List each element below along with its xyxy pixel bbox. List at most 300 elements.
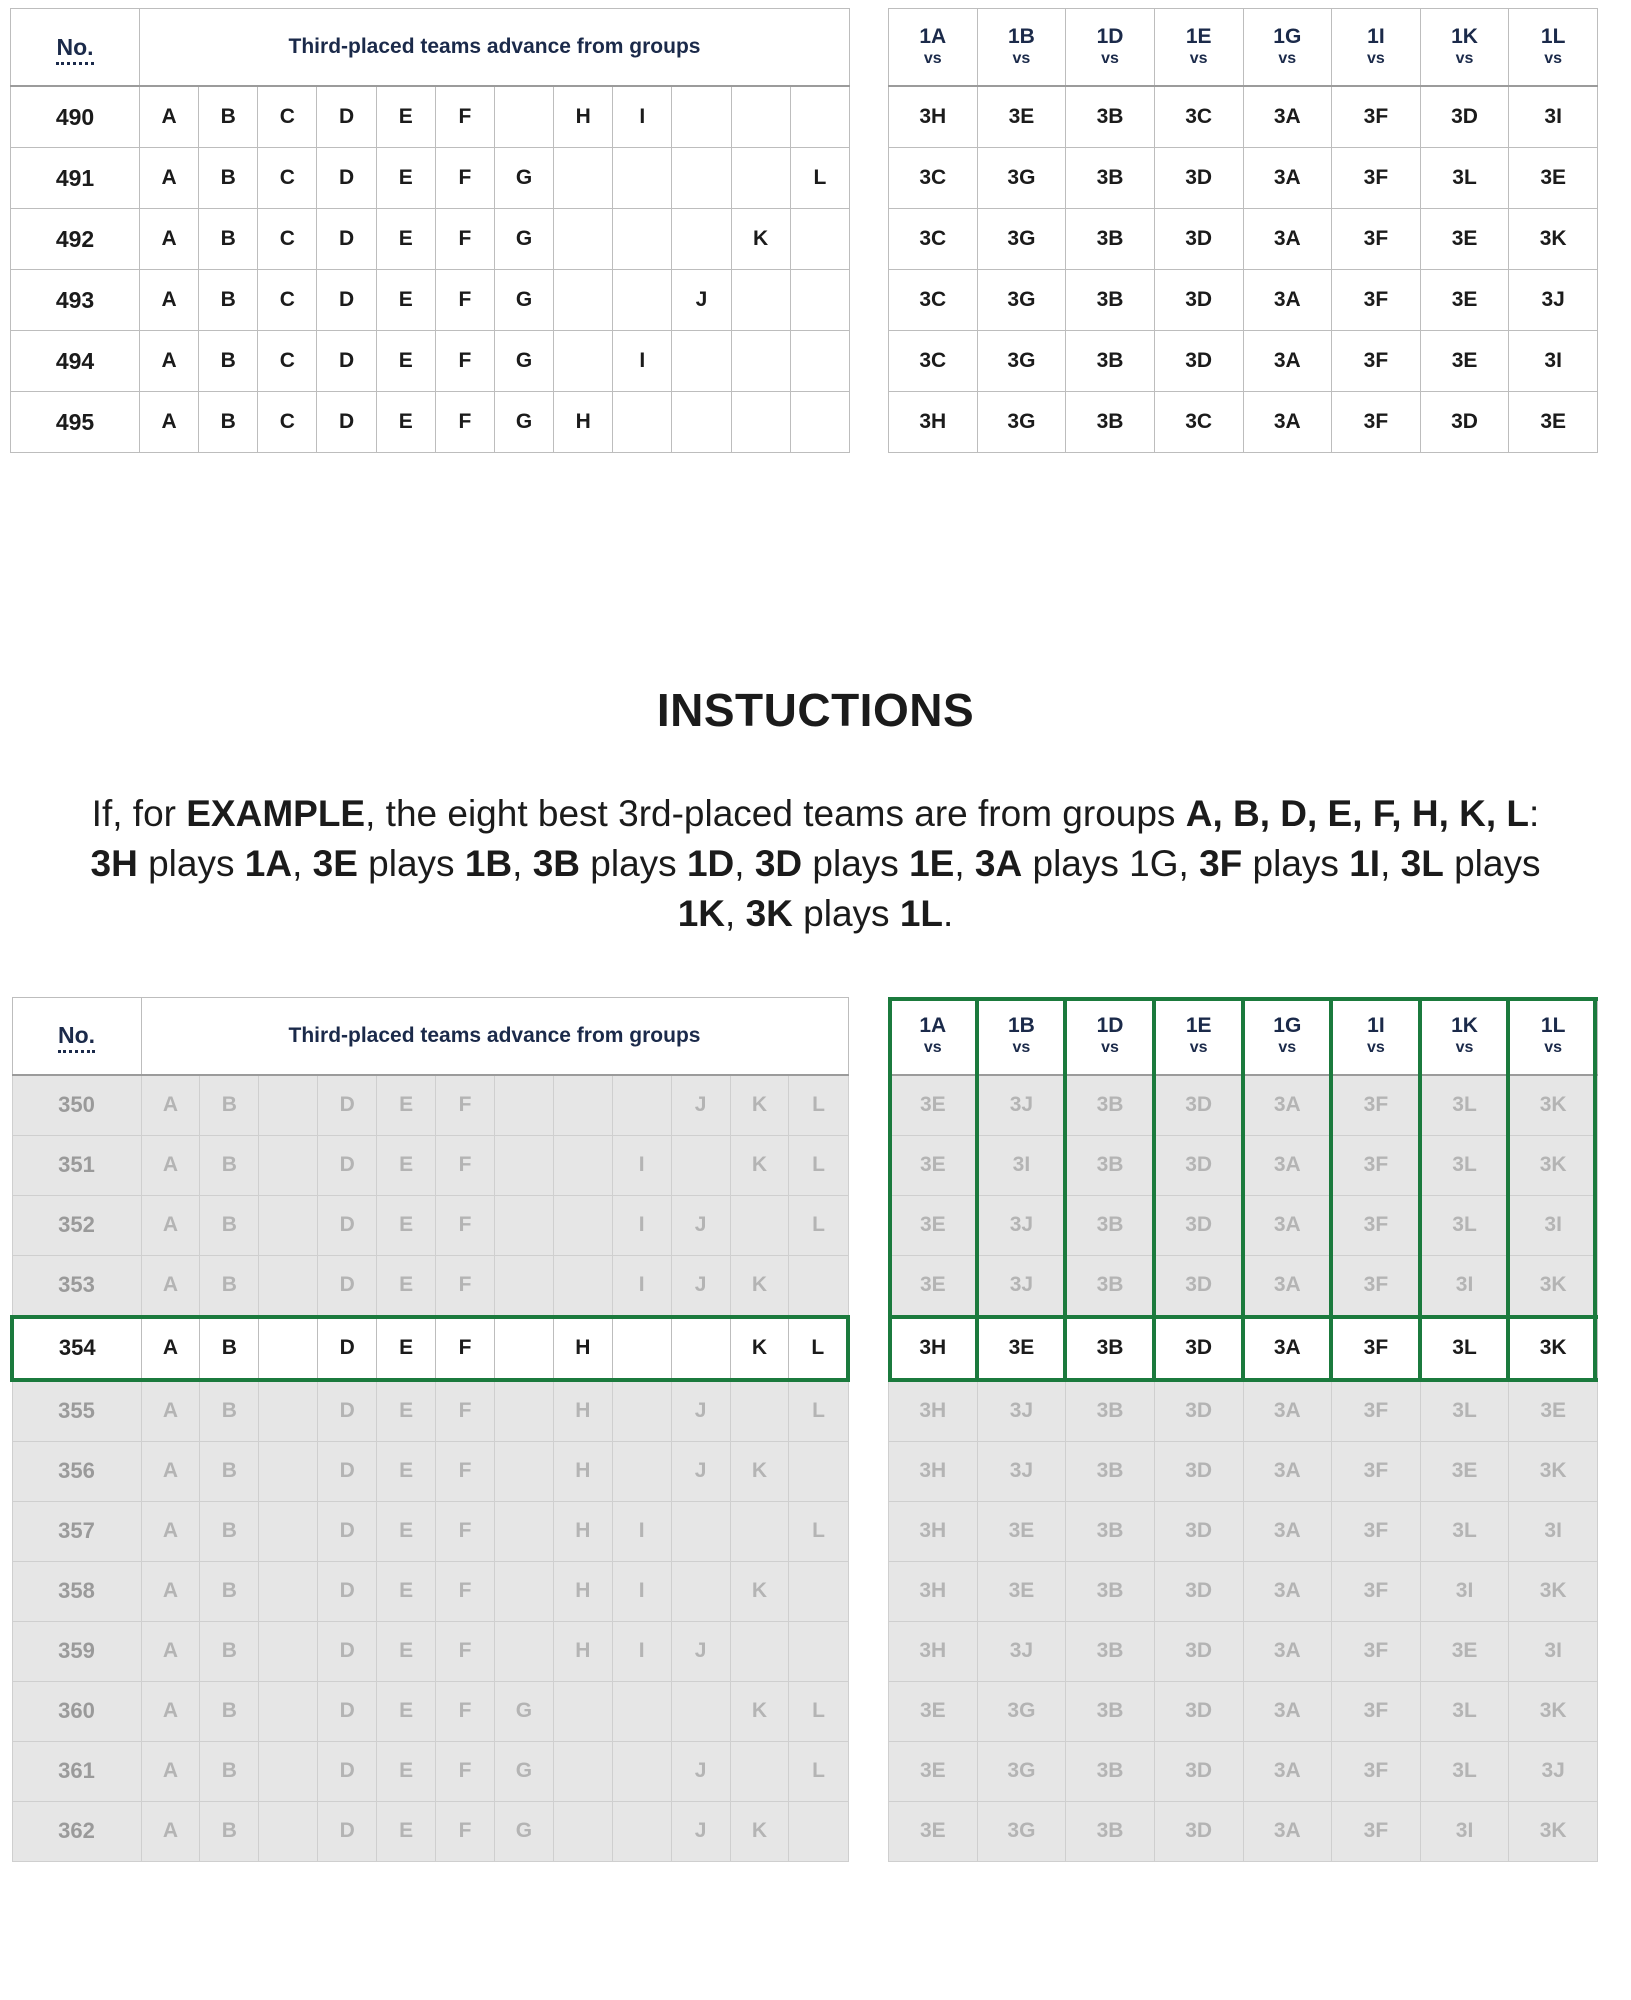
matchup-cell: 3C xyxy=(889,148,978,209)
group-cell: B xyxy=(200,1501,259,1561)
group-cell xyxy=(494,1441,553,1501)
instruction-verb: plays xyxy=(1242,842,1350,884)
matchup-cell: 3B xyxy=(1066,1317,1155,1380)
group-cell: E xyxy=(376,331,435,392)
matchup-cell: 3L xyxy=(1420,1135,1509,1195)
table-row[interactable] xyxy=(889,209,1598,270)
group-cell: J xyxy=(672,270,731,331)
matchup-seed-label: 1E xyxy=(1185,25,1212,49)
table-header-row xyxy=(889,9,1598,87)
group-cell xyxy=(790,209,849,270)
matchup-cell: 3D xyxy=(1154,209,1243,270)
matchup-cell: 3A xyxy=(1243,86,1332,148)
bottom-groups-table-wrapper xyxy=(10,997,850,1862)
matchup-cell: 3F xyxy=(1332,1621,1421,1681)
table-row[interactable] xyxy=(889,148,1598,209)
matchup-cell: 3E xyxy=(889,1195,978,1255)
group-cell: F xyxy=(435,392,494,453)
matchup-cell: 3E xyxy=(889,1801,978,1861)
group-cell xyxy=(553,1195,612,1255)
group-cell xyxy=(672,148,731,209)
group-cell: A xyxy=(141,1380,200,1442)
group-cell xyxy=(672,331,731,392)
table-row[interactable] xyxy=(12,1195,848,1255)
table-row[interactable] xyxy=(11,148,850,209)
group-cell xyxy=(789,1255,848,1317)
matchup-cell: 3E xyxy=(1509,1380,1598,1442)
matchup-cell: 3J xyxy=(977,1621,1066,1681)
group-cell xyxy=(494,1255,553,1317)
row-number-cell: 490 xyxy=(11,86,140,148)
group-cell: E xyxy=(377,1317,436,1380)
group-cell: A xyxy=(140,331,199,392)
instruction-verb: plays xyxy=(357,842,465,884)
group-cell: K xyxy=(730,1681,789,1741)
group-cell xyxy=(553,1681,612,1741)
matchup-cell: 3D xyxy=(1154,1681,1243,1741)
table-row[interactable] xyxy=(11,86,850,148)
group-cell: E xyxy=(377,1380,436,1442)
table-row[interactable] xyxy=(889,1501,1598,1561)
group-cell xyxy=(259,1317,318,1380)
group-cell: F xyxy=(436,1255,495,1317)
table-row[interactable] xyxy=(12,1441,848,1501)
group-cell xyxy=(730,1621,789,1681)
group-cell: H xyxy=(553,1621,612,1681)
group-cell: B xyxy=(200,1681,259,1741)
table-row[interactable] xyxy=(889,1317,1598,1380)
instruction-group-winner-1K: 1K xyxy=(677,892,726,934)
instruction-third-place-3L: 3L xyxy=(1400,842,1444,884)
group-cell: D xyxy=(318,1317,377,1380)
group-cell xyxy=(554,148,613,209)
group-cell: E xyxy=(377,1741,436,1801)
table-row[interactable] xyxy=(889,1741,1598,1801)
matchup-cell: 3D xyxy=(1154,148,1243,209)
group-cell: E xyxy=(376,209,435,270)
group-cell: H xyxy=(553,1561,612,1621)
group-cell: G xyxy=(494,148,553,209)
group-cell: D xyxy=(318,1075,377,1136)
group-cell: D xyxy=(318,1681,377,1741)
group-cell: G xyxy=(494,331,553,392)
group-cell: B xyxy=(200,1741,259,1801)
matchup-cell: 3L xyxy=(1420,1380,1509,1442)
matchup-cell: 3F xyxy=(1332,1135,1421,1195)
group-cell xyxy=(612,1317,671,1380)
table-row[interactable] xyxy=(889,86,1598,148)
matchup-cell: 3D xyxy=(1154,270,1243,331)
matchup-cell: 3A xyxy=(1243,1441,1332,1501)
row-number-cell: 350 xyxy=(12,1075,141,1136)
group-cell xyxy=(553,1075,612,1136)
column-header-advance: Third-placed teams advance from groups xyxy=(140,9,850,87)
matchup-vs-label: vs xyxy=(1189,1038,1208,1056)
table-row[interactable] xyxy=(889,1441,1598,1501)
matchup-cell: 3I xyxy=(1420,1255,1509,1317)
top-table-block xyxy=(0,0,1631,453)
bottom-matchups-table-wrapper xyxy=(888,997,1598,1862)
instructions-groups-list: A, B, D, E, F, H, K, L xyxy=(1185,793,1530,834)
table-row[interactable] xyxy=(889,1681,1598,1741)
matchup-vs-label: vs xyxy=(1012,1038,1031,1056)
group-cell: A xyxy=(141,1561,200,1621)
group-cell: E xyxy=(377,1501,436,1561)
group-cell: A xyxy=(141,1317,200,1380)
group-cell: G xyxy=(494,1801,553,1861)
matchup-cell: 3J xyxy=(977,1441,1066,1501)
group-cell: F xyxy=(436,1075,495,1136)
matchup-cell: 3B xyxy=(1066,148,1155,209)
instructions-text-1: If, for xyxy=(91,793,187,834)
group-cell: F xyxy=(435,331,494,392)
group-cell xyxy=(494,1621,553,1681)
group-cell xyxy=(259,1380,318,1442)
group-cell xyxy=(613,209,672,270)
group-cell: D xyxy=(317,392,376,453)
row-number-cell: 355 xyxy=(12,1380,141,1442)
matchup-cell: 3E xyxy=(889,1681,978,1741)
group-cell: L xyxy=(789,1195,848,1255)
group-cell xyxy=(553,1135,612,1195)
group-cell: F xyxy=(435,270,494,331)
table-row[interactable] xyxy=(889,1380,1598,1442)
row-number-cell: 358 xyxy=(12,1561,141,1621)
group-cell: G xyxy=(494,209,553,270)
table-row[interactable] xyxy=(11,270,850,331)
matchup-cell: 3K xyxy=(1509,1317,1598,1380)
table-row[interactable] xyxy=(12,1135,848,1195)
group-cell xyxy=(730,1195,789,1255)
column-header-matchup-1I xyxy=(1332,997,1421,1075)
group-cell xyxy=(553,1741,612,1801)
matchup-vs-label: vs xyxy=(1367,1038,1385,1056)
group-cell: G xyxy=(494,1681,553,1741)
matchup-cell: 3H xyxy=(889,1501,978,1561)
group-cell xyxy=(259,1075,318,1136)
group-cell: J xyxy=(671,1621,730,1681)
group-cell xyxy=(259,1621,318,1681)
matchup-cell: 3I xyxy=(1420,1561,1509,1621)
matchup-cell: 3D xyxy=(1154,1561,1243,1621)
group-cell: K xyxy=(730,1075,789,1136)
group-cell: K xyxy=(730,1135,789,1195)
matchup-cell: 3F xyxy=(1332,1380,1421,1442)
row-number-cell: 491 xyxy=(11,148,140,209)
group-cell xyxy=(671,1501,730,1561)
row-number-cell: 351 xyxy=(12,1135,141,1195)
group-cell xyxy=(554,270,613,331)
group-cell: H xyxy=(553,1380,612,1442)
matchup-seed-label: 1A xyxy=(919,25,947,49)
table-row[interactable] xyxy=(11,392,850,453)
table-row[interactable] xyxy=(11,209,850,270)
matchup-cell: 3E xyxy=(977,1317,1066,1380)
matchup-cell: 3J xyxy=(977,1195,1066,1255)
instruction-verb: plays xyxy=(1022,842,1130,884)
matchup-cell: 3G xyxy=(977,270,1066,331)
matchup-cell: 3E xyxy=(977,1561,1066,1621)
table-row[interactable] xyxy=(12,1380,848,1442)
matchup-cell: 3H xyxy=(889,1561,978,1621)
matchup-cell: 3I xyxy=(1420,1801,1509,1861)
group-cell: J xyxy=(671,1075,730,1136)
table-header-row xyxy=(889,997,1598,1075)
matchup-cell: 3A xyxy=(1243,209,1332,270)
matchup-seed-label: 1B xyxy=(1008,25,1035,49)
matchup-cell: 3A xyxy=(1243,1075,1332,1136)
instruction-third-place-3B: 3B xyxy=(532,842,581,884)
row-number-cell: 356 xyxy=(12,1441,141,1501)
column-header-matchup-1K xyxy=(1420,997,1509,1075)
matchup-seed-label: 1I xyxy=(1367,25,1385,49)
column-header-matchup-1L xyxy=(1509,9,1598,87)
group-cell: I xyxy=(612,1621,671,1681)
group-cell: A xyxy=(141,1621,200,1681)
table-row[interactable] xyxy=(889,1621,1598,1681)
group-cell xyxy=(494,1380,553,1442)
group-cell: F xyxy=(436,1441,495,1501)
group-cell: D xyxy=(317,148,376,209)
matchup-seed-label: 1G xyxy=(1273,1013,1302,1037)
matchup-cell: 3D xyxy=(1154,331,1243,392)
matchup-cell: 3G xyxy=(977,1681,1066,1741)
matchup-cell: 3H xyxy=(889,1441,978,1501)
group-cell xyxy=(259,1195,318,1255)
group-cell xyxy=(671,1681,730,1741)
group-cell xyxy=(612,1075,671,1136)
group-cell: C xyxy=(258,86,317,148)
matchup-cell: 3E xyxy=(1420,1621,1509,1681)
matchup-seed-label: 1B xyxy=(1008,1013,1035,1037)
group-cell xyxy=(790,331,849,392)
matchup-cell: 3F xyxy=(1332,209,1421,270)
table-row[interactable] xyxy=(889,1195,1598,1255)
group-cell: E xyxy=(377,1801,436,1861)
table-row[interactable] xyxy=(12,1075,848,1136)
group-cell: L xyxy=(789,1380,848,1442)
table-row[interactable] xyxy=(12,1317,848,1380)
table-header-row xyxy=(12,997,848,1075)
row-number-cell: 494 xyxy=(11,331,140,392)
group-cell: L xyxy=(789,1317,848,1380)
matchup-cell: 3B xyxy=(1066,1621,1155,1681)
table-row[interactable] xyxy=(889,1135,1598,1195)
matchup-vs-label: vs xyxy=(1278,1038,1297,1056)
group-cell: K xyxy=(730,1255,789,1317)
group-cell: C xyxy=(258,392,317,453)
group-cell xyxy=(789,1621,848,1681)
matchup-seed-label: 1D xyxy=(1096,25,1124,49)
bottom-matchups-table-body xyxy=(889,1075,1598,1862)
group-cell: K xyxy=(730,1317,789,1380)
matchup-cell: 3J xyxy=(1509,1741,1598,1801)
matchup-cell: 3B xyxy=(1066,1135,1155,1195)
matchup-cell: 3D xyxy=(1154,1741,1243,1801)
matchup-cell: 3A xyxy=(1243,331,1332,392)
row-number-cell: 492 xyxy=(11,209,140,270)
instruction-separator: , xyxy=(954,842,975,884)
table-row[interactable] xyxy=(889,1255,1598,1317)
table-row[interactable] xyxy=(889,270,1598,331)
matchup-vs-label: vs xyxy=(1278,49,1297,67)
group-cell xyxy=(789,1801,848,1861)
group-cell xyxy=(494,1501,553,1561)
matchup-cell: 3B xyxy=(1066,86,1155,148)
column-header-matchup-1G xyxy=(1243,997,1332,1075)
matchup-cell: 3B xyxy=(1066,1255,1155,1317)
top-groups-table-wrapper xyxy=(10,8,850,453)
group-cell: D xyxy=(318,1255,377,1317)
group-cell: F xyxy=(436,1380,495,1442)
row-number-cell: 352 xyxy=(12,1195,141,1255)
group-cell: A xyxy=(141,1255,200,1317)
group-cell: E xyxy=(377,1681,436,1741)
group-cell: H xyxy=(553,1441,612,1501)
matchup-cell: 3K xyxy=(1509,1441,1598,1501)
group-cell xyxy=(672,209,731,270)
matchup-cell: 3L xyxy=(1420,1075,1509,1136)
table-row[interactable] xyxy=(889,331,1598,392)
group-cell xyxy=(259,1255,318,1317)
matchup-cell: 3A xyxy=(1243,1621,1332,1681)
bottom-groups-table-body xyxy=(12,1075,848,1862)
instruction-group-winner-1G: 1G xyxy=(1129,842,1179,884)
matchup-cell: 3H xyxy=(889,1317,978,1380)
group-cell: D xyxy=(318,1501,377,1561)
group-cell xyxy=(789,1441,848,1501)
row-number-cell: 359 xyxy=(12,1621,141,1681)
group-cell: B xyxy=(199,270,258,331)
instruction-separator: , xyxy=(734,842,755,884)
group-cell: F xyxy=(436,1561,495,1621)
group-cell: B xyxy=(200,1255,259,1317)
matchup-cell: 3C xyxy=(889,331,978,392)
group-cell: D xyxy=(318,1561,377,1621)
matchup-cell: 3B xyxy=(1066,1741,1155,1801)
matchup-cell: 3I xyxy=(1509,1195,1598,1255)
group-cell: I xyxy=(613,331,672,392)
matchup-seed-label: 1K xyxy=(1451,25,1478,49)
group-cell: I xyxy=(612,1135,671,1195)
matchup-vs-label: vs xyxy=(923,1038,942,1056)
group-cell: B xyxy=(199,148,258,209)
matchup-cell: 3L xyxy=(1420,1195,1509,1255)
group-cell: D xyxy=(317,86,376,148)
column-header-matchup-1E xyxy=(1154,997,1243,1075)
column-header-matchup-1D xyxy=(1066,997,1155,1075)
matchup-seed-label: 1K xyxy=(1451,1013,1478,1037)
group-cell: H xyxy=(554,86,613,148)
group-cell: D xyxy=(317,331,376,392)
table-row[interactable] xyxy=(889,1561,1598,1621)
table-row[interactable] xyxy=(889,1075,1598,1136)
group-cell: D xyxy=(318,1380,377,1442)
column-header-no xyxy=(12,997,141,1075)
group-cell xyxy=(494,1195,553,1255)
group-cell: E xyxy=(376,392,435,453)
instructions-example-word: EXAMPLE xyxy=(186,793,366,834)
matchup-cell: 3A xyxy=(1243,1380,1332,1442)
instruction-verb: plays xyxy=(137,842,245,884)
column-header-matchup-1B xyxy=(977,997,1066,1075)
matchup-cell: 3F xyxy=(1332,392,1421,453)
instructions-text-2: , the eight best 3rd-placed teams are from groups xyxy=(365,793,1186,834)
table-row[interactable] xyxy=(12,1501,848,1561)
group-cell xyxy=(613,270,672,331)
group-cell: K xyxy=(731,209,790,270)
column-header-matchup-1I xyxy=(1332,9,1421,87)
group-cell: E xyxy=(376,86,435,148)
group-cell xyxy=(259,1681,318,1741)
group-cell xyxy=(672,86,731,148)
group-cell: E xyxy=(377,1075,436,1136)
group-cell xyxy=(612,1801,671,1861)
table-row[interactable] xyxy=(12,1621,848,1681)
matchup-cell: 3H xyxy=(889,1380,978,1442)
group-cell: D xyxy=(318,1801,377,1861)
table-row[interactable] xyxy=(12,1801,848,1861)
group-cell: B xyxy=(200,1441,259,1501)
matchup-cell: 3K xyxy=(1509,1075,1598,1136)
table-row[interactable] xyxy=(889,392,1598,453)
matchup-cell: 3K xyxy=(1509,1681,1598,1741)
group-cell: B xyxy=(200,1561,259,1621)
column-header-no-label: No. xyxy=(58,1022,95,1053)
group-cell xyxy=(259,1441,318,1501)
table-row[interactable] xyxy=(12,1561,848,1621)
group-cell: I xyxy=(613,86,672,148)
group-cell: E xyxy=(377,1195,436,1255)
instructions-paragraph-pairs xyxy=(60,839,1571,939)
instructions-section xyxy=(0,683,1631,939)
table-row[interactable] xyxy=(12,1681,848,1741)
group-cell: A xyxy=(140,86,199,148)
matchup-cell: 3A xyxy=(1243,1317,1332,1380)
matchup-cell: 3A xyxy=(1243,1195,1332,1255)
instruction-verb: plays xyxy=(792,892,900,934)
matchup-cell: 3E xyxy=(889,1135,978,1195)
matchup-cell: 3B xyxy=(1066,1501,1155,1561)
table-row[interactable] xyxy=(889,1801,1598,1861)
column-header-matchup-1G xyxy=(1243,9,1332,87)
matchup-cell: 3K xyxy=(1509,1801,1598,1861)
group-cell xyxy=(731,86,790,148)
group-cell: L xyxy=(789,1501,848,1561)
top-groups-table-body xyxy=(11,86,850,453)
matchup-cell: 3B xyxy=(1066,1195,1155,1255)
table-row[interactable] xyxy=(12,1255,848,1317)
matchup-cell: 3I xyxy=(1509,331,1598,392)
table-row[interactable] xyxy=(12,1741,848,1801)
matchup-cell: 3G xyxy=(977,1801,1066,1861)
group-cell: A xyxy=(141,1195,200,1255)
instructions-paragraph-intro xyxy=(60,789,1571,839)
instruction-third-place-3A: 3A xyxy=(974,842,1023,884)
group-cell: B xyxy=(200,1380,259,1442)
group-cell: E xyxy=(377,1135,436,1195)
matchup-cell: 3A xyxy=(1243,1501,1332,1561)
matchup-cell: 3E xyxy=(1420,270,1509,331)
group-cell: C xyxy=(258,331,317,392)
matchup-cell: 3C xyxy=(889,209,978,270)
matchup-cell: 3E xyxy=(889,1741,978,1801)
group-cell: L xyxy=(789,1135,848,1195)
instruction-group-winner-1D: 1D xyxy=(686,842,735,884)
bottom-groups-table xyxy=(10,997,850,1862)
table-row[interactable] xyxy=(11,331,850,392)
group-cell: I xyxy=(612,1255,671,1317)
